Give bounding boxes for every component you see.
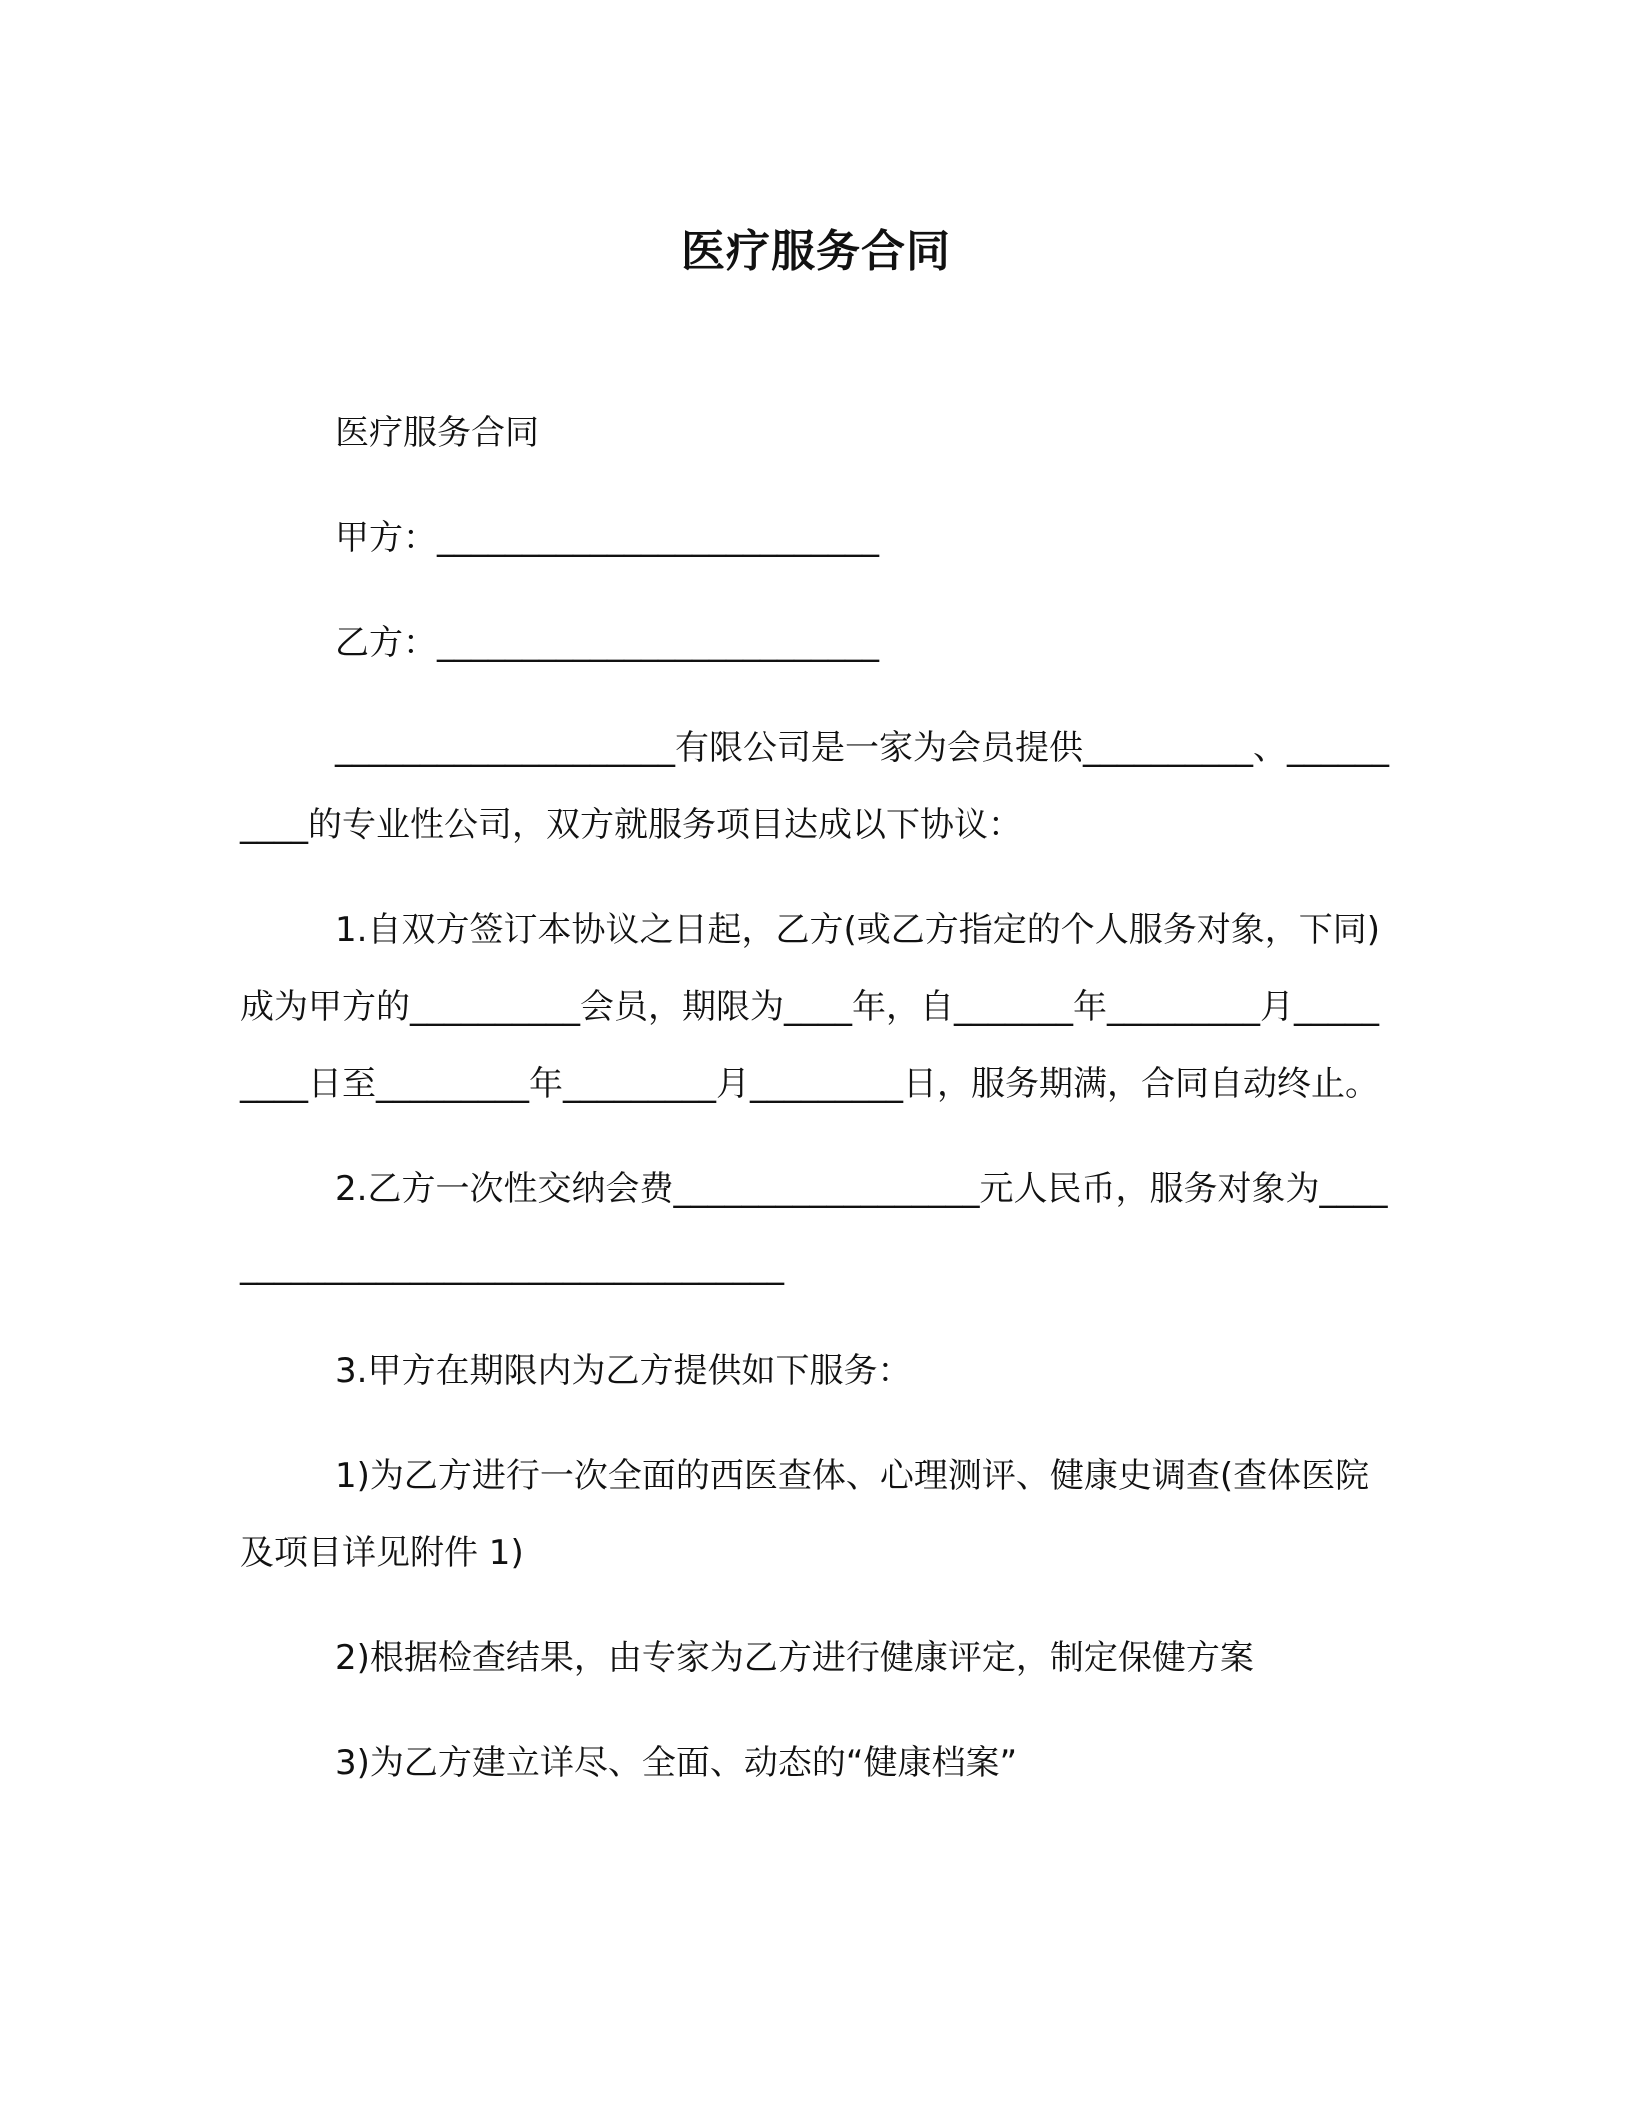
document-title: 医疗服务合同 [681, 226, 951, 277]
subtitle-paragraph: 医疗服务合同 [335, 413, 539, 453]
intro-paragraph: ____________________有限公司是一家为会员提供__________、__________的专业性公司，双方就服务项目达成以下协议： [240, 728, 1389, 845]
party-b-line: 乙方：__________________________ [335, 623, 879, 663]
service-item-3: 3)为乙方建立详尽、全面、动态的“健康档案” [335, 1743, 1018, 1783]
party-a-line: 甲方：__________________________ [335, 518, 879, 558]
clause-1-paragraph: 1.自双方签订本协议之日起，乙方(或乙方指定的个人服务对象，下同)成为甲方的__________会员，期限为____年，自_______年_________月_________日至_________年_________月_________日，服务期满，合同自动终止。 [240, 910, 1380, 1104]
clause-2-paragraph: 2.乙方一次性交纳会费__________________元人民币，服务对象为____________________________________ [240, 1169, 1388, 1286]
clause-3-paragraph: 3.甲方在期限内为乙方提供如下服务： [335, 1351, 912, 1391]
service-item-2: 2)根据检查结果，由专家为乙方进行健康评定，制定保健方案 [335, 1638, 1254, 1678]
service-item-1: 1)为乙方进行一次全面的西医查体、心理测评、健康史调查(查体医院及项目详见附件 1) [240, 1456, 1370, 1573]
document-body [240, 395, 1390, 1830]
